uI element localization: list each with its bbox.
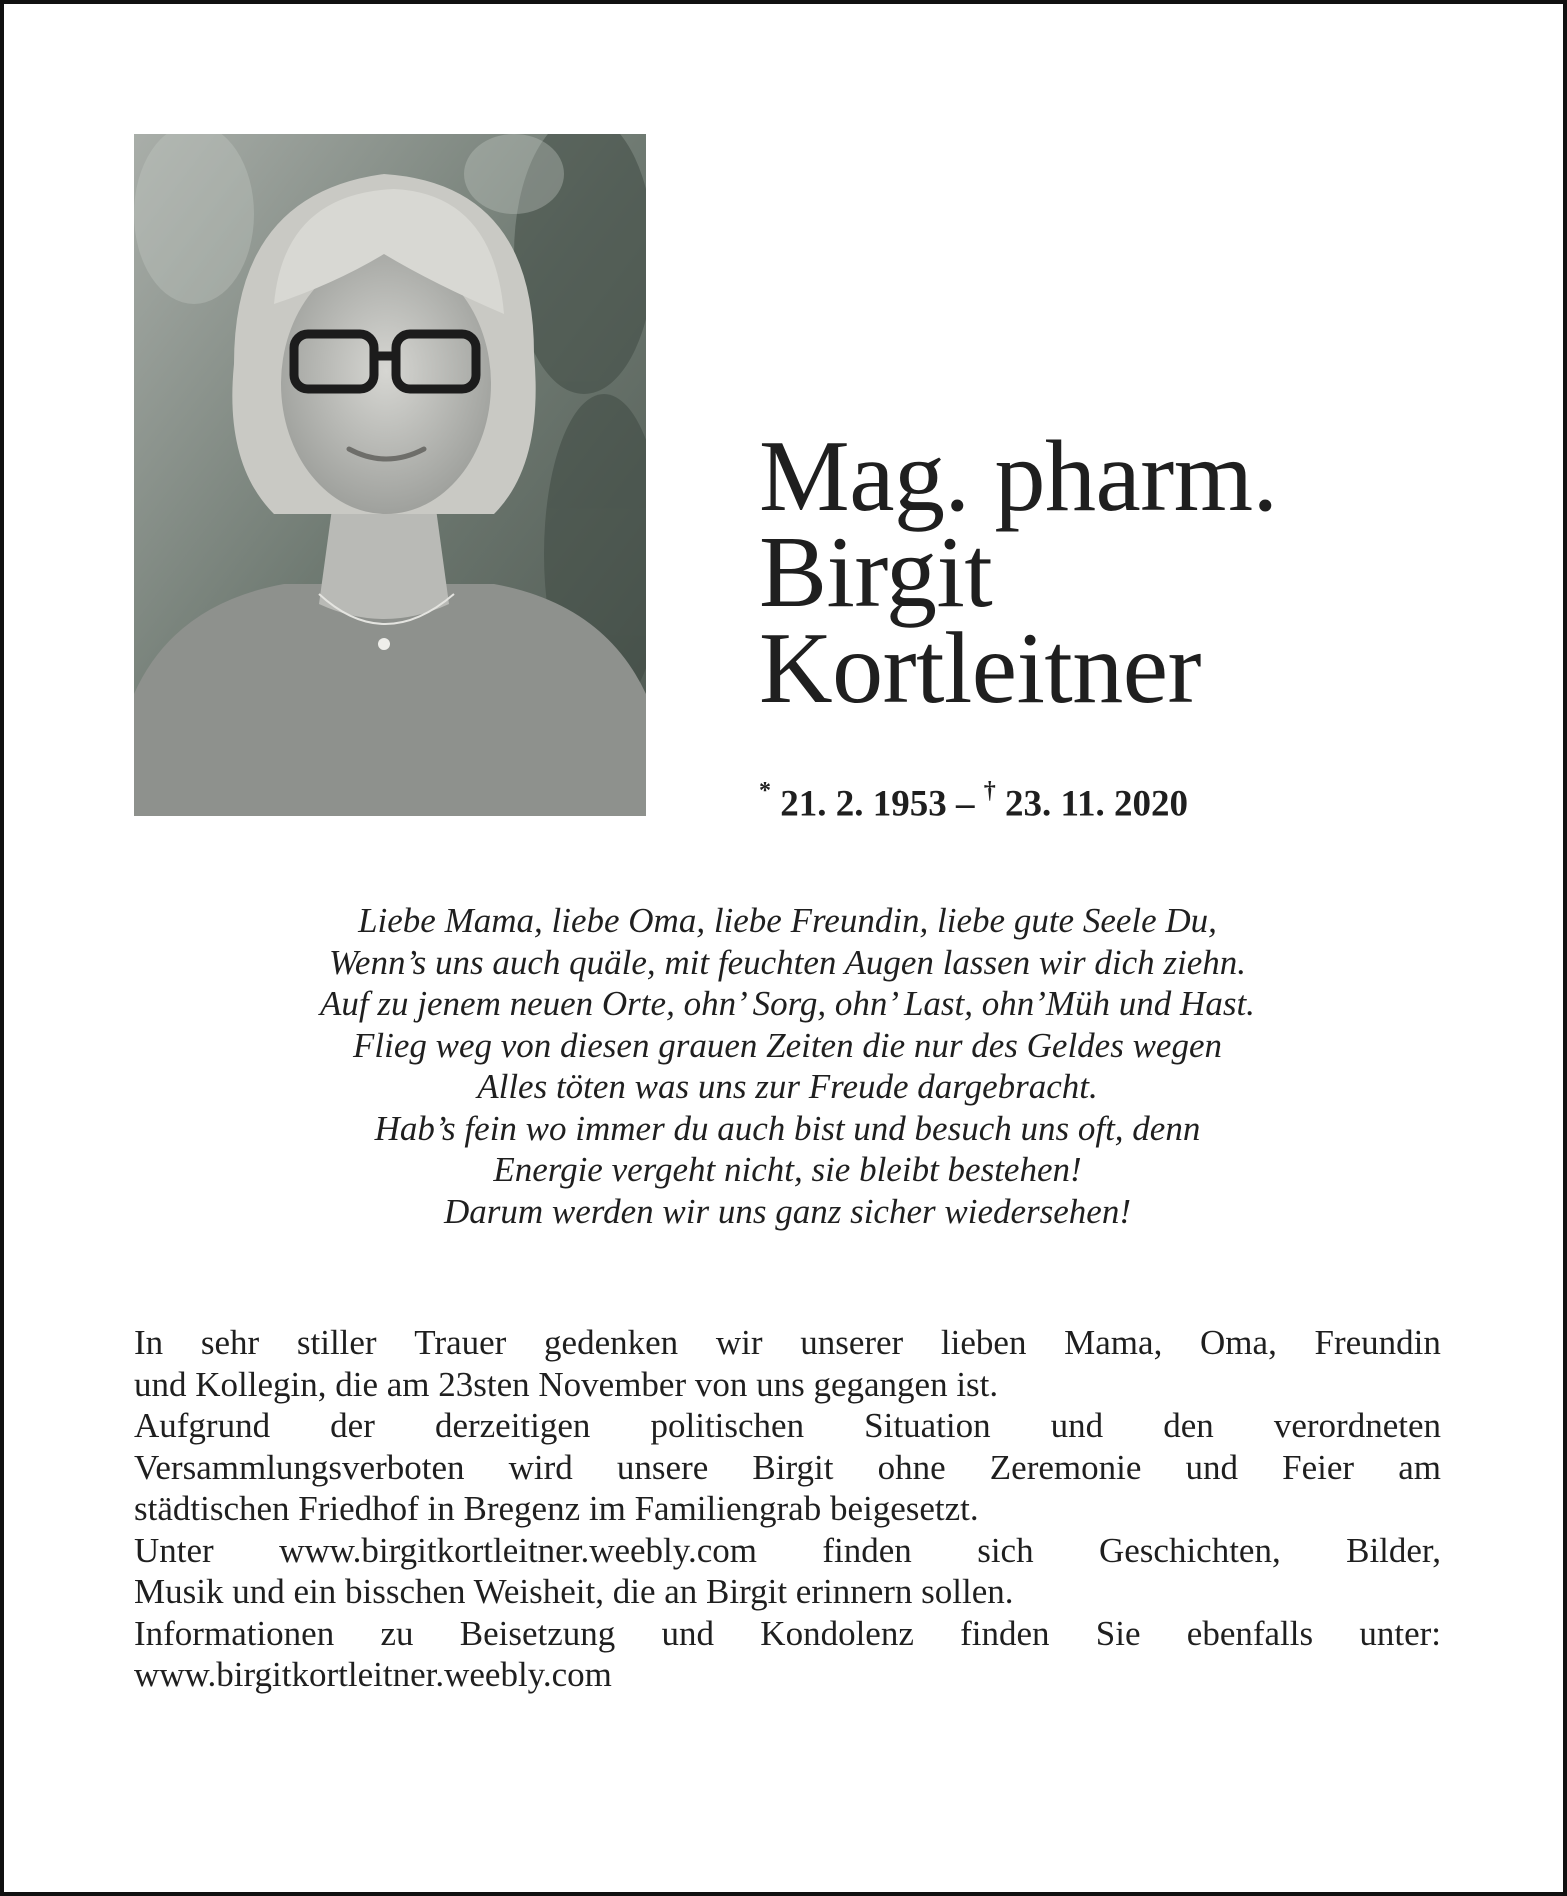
body-word: Zeremonie <box>989 1447 1142 1487</box>
body-word: Kondolenz <box>760 1613 914 1653</box>
body-line: und Kollegin, die am 23sten November von uns gegangen ist. <box>134 1364 999 1404</box>
birth-symbol: * <box>759 778 771 804</box>
body-word: Sie <box>1095 1613 1141 1653</box>
body-word: gedenken <box>544 1323 679 1362</box>
body-word: Beisetzung <box>459 1613 616 1653</box>
body-word: unsere <box>616 1447 709 1487</box>
body-word: Trauer <box>414 1323 507 1362</box>
body-word: und <box>1050 1406 1104 1445</box>
poem-line: Liebe Mama, liebe Oma, liebe Freundin, liebe gute Seele Du, <box>358 901 1217 940</box>
body-word: finden <box>822 1530 912 1570</box>
body-line <box>134 1405 1441 1447</box>
body-word: Geschichten, <box>1098 1530 1281 1570</box>
body-word: Informationen <box>134 1613 335 1653</box>
body-word: Freundin <box>1314 1323 1441 1362</box>
death-date: 23. 11. 2020 <box>1005 783 1188 825</box>
body-word: und <box>1185 1447 1239 1487</box>
body-line <box>134 1322 1441 1364</box>
poem-line: Auf zu jenem neuen Orte, ohn’ Sorg, ohn’ Last, ohn’Müh und Hast. <box>320 984 1255 1023</box>
name-title: Mag. pharm. <box>759 420 1278 533</box>
body-word: wir <box>715 1323 763 1362</box>
body-word: Situation <box>864 1406 991 1445</box>
body-line: städtischen Friedhof in Bregenz im Familiengrab beigesetzt. <box>134 1489 979 1528</box>
body-word: unter: <box>1359 1613 1441 1653</box>
poem-line: Wenn’s uns auch quäle, mit feuchten Augen lassen wir dich ziehn. <box>328 942 1247 982</box>
poem-line: Alles töten was uns zur Freude dargebracht. <box>477 1067 1098 1106</box>
birth-date: 21. 2. 1953 <box>780 783 947 825</box>
body-word: zu <box>380 1613 414 1653</box>
portrait-illustration <box>134 134 646 816</box>
deceased-name <box>759 420 1479 725</box>
body-word: Mama, <box>1064 1323 1163 1362</box>
body-word: Feier <box>1282 1447 1355 1487</box>
body-word: unserer <box>800 1323 904 1362</box>
body-word: sehr <box>200 1323 260 1362</box>
body-word: Birgit <box>752 1447 834 1487</box>
body-line <box>134 1447 1441 1489</box>
body-word: verordneten <box>1273 1406 1441 1445</box>
body-word: Aufgrund <box>134 1406 271 1445</box>
poem-line: Flieg weg von diesen grauen Zeiten die nur des Geldes wegen <box>353 1025 1222 1065</box>
body-word: Versammlungsverboten <box>134 1447 465 1487</box>
death-symbol: † <box>983 778 996 804</box>
body-word: und <box>661 1613 715 1653</box>
body-line: www.birgitkortleitner.weebly.com <box>134 1655 612 1694</box>
name-last: Kortleitner <box>759 612 1201 725</box>
body-word: finden <box>960 1613 1050 1653</box>
memorial-poem <box>134 900 1441 1232</box>
body-word: stiller <box>296 1323 377 1362</box>
poem-line: Darum werden wir uns ganz sicher wiedersehen! <box>444 1191 1131 1231</box>
body-word: am <box>1398 1447 1441 1487</box>
body-word: der <box>330 1406 375 1445</box>
body-word: ebenfalls <box>1186 1613 1314 1653</box>
body-line <box>134 1613 1441 1655</box>
body-line: Musik und ein bisschen Weisheit, die an Birgit erinnern sollen. <box>134 1572 1014 1611</box>
announcement-text <box>134 1322 1441 1696</box>
body-word: den <box>1163 1406 1214 1445</box>
body-word: Unter <box>134 1530 214 1570</box>
date-separator: – <box>956 783 975 825</box>
body-word: lieben <box>940 1323 1027 1362</box>
name-first: Birgit <box>759 516 993 629</box>
body-word: In <box>134 1323 164 1362</box>
body-word: wird <box>508 1447 573 1487</box>
body-word: politischen <box>650 1406 805 1445</box>
poem-line: Hab’s fein wo immer du auch bist und besuch uns oft, denn <box>374 1108 1201 1148</box>
body-word: Bilder, <box>1346 1530 1441 1570</box>
body-line <box>134 1530 1441 1572</box>
body-word: derzeitigen <box>434 1406 591 1445</box>
life-dates <box>759 778 1188 825</box>
body-word: www.birgitkortleitner.weebly.com <box>279 1530 757 1570</box>
body-word: sich <box>977 1530 1034 1570</box>
body-word: Oma, <box>1200 1323 1277 1362</box>
body-word: ohne <box>877 1447 946 1487</box>
portrait-photo <box>134 134 646 816</box>
poem-line: Energie vergeht nicht, sie bleibt bestehen! <box>493 1150 1082 1189</box>
